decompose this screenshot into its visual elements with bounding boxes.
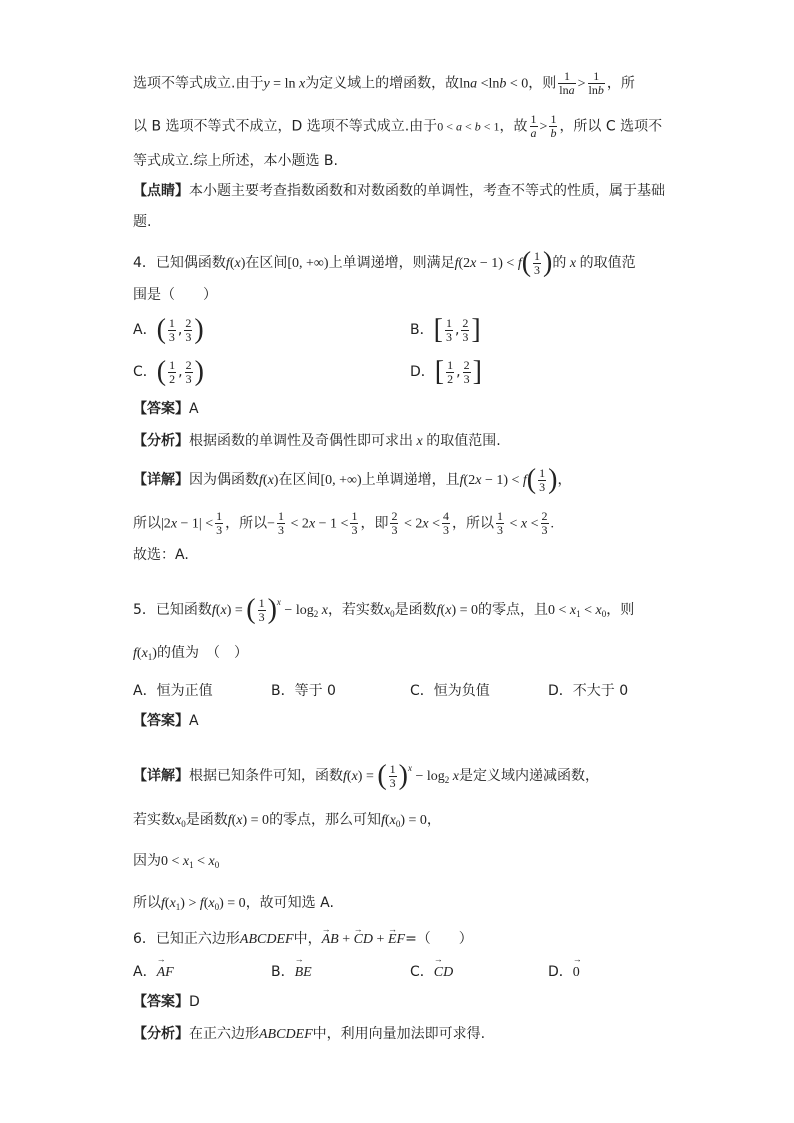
text: 的 xyxy=(552,255,567,271)
text: 的零点，那么可知 xyxy=(269,812,382,828)
text-line: 选项不等式成立.由于y = ln x为定义域上的增函数，故lna <lnb < 0，则 $\frac{1}{\ln a}$ > $\frac{1}{\ln b}$ ，所 xyxy=(133,69,635,97)
text: 本小题主要考查指数函数和对数函数的单调性，考查不等式的性质，属于基础 xyxy=(189,183,665,199)
text: 上单调递增，且 xyxy=(361,472,460,488)
question-4: 4．已知偶函数f(x)在区间[0, +∞)上单调递增，则满足f(2x − 1) < f( $\frac{1}{3}$ )的 x 的取值范 xyxy=(133,247,636,278)
text: =（ ） xyxy=(405,931,473,947)
text: ，则 xyxy=(528,75,557,92)
text: ，所以 C 选项不 xyxy=(559,118,663,135)
detail-line: 因为$0 < x_1 < x_0$ xyxy=(133,853,220,870)
tag-label: 【详解】 xyxy=(133,768,189,784)
text: 因为 xyxy=(133,853,161,869)
detail-line: 【详解】根据已知条件可知，函数f(x) = ( $\frac{1}{3}$ )$^x - \log_2 x$是定义域内递减函数， xyxy=(133,760,600,791)
text: 所以 xyxy=(133,895,161,911)
text: 是函数 xyxy=(185,812,228,828)
analysis-line: 【分析】在正六边形ABCDEF中，利用向量加法即可求得. xyxy=(133,1026,486,1042)
text: 为定义域上的增函数，故 xyxy=(305,75,460,92)
text: 上单调递增，则满足 xyxy=(328,255,455,271)
answer-line xyxy=(133,992,200,1012)
option-a[interactable]: A．( $\frac{1}{3}$ , $\frac{2}{3}$ ) xyxy=(133,314,204,345)
text: 的取值范围. xyxy=(426,433,501,449)
text-line: 故选：A. xyxy=(133,547,189,563)
tag-label: 【点睛】 xyxy=(133,183,189,199)
text-line: $f(x_1)$的值为 （ ） xyxy=(133,645,248,662)
answer-value: A xyxy=(189,713,199,729)
answer-line xyxy=(133,399,199,419)
option-b[interactable]: B．[ $\frac{1}{3}$ , $\frac{2}{3}$ ] xyxy=(410,314,481,345)
detail-line: 所以$f(x_1) > f(x_0) = 0$，故可知选 A. xyxy=(133,895,334,912)
option-d[interactable]: D．[ $\frac{1}{2}$ , $\frac{2}{3}$ ] xyxy=(410,356,482,387)
text-line: 等式成立.综上所述，本小题选 B. xyxy=(133,153,338,169)
text: 的值为 （ ） xyxy=(156,645,248,661)
option-d[interactable]: D．→ 0 xyxy=(548,961,580,981)
text: 中， xyxy=(293,931,322,947)
option-b[interactable]: B．等于 0 xyxy=(271,683,336,699)
text: 在正六边形 xyxy=(189,1026,259,1042)
option-label: D． xyxy=(548,964,573,980)
detail-line: 所以|2x − 1| < $\frac{1}{3}$ ，所以− $\frac{1}{3}$ < 2x − 1 < $\frac{1}{3}$ ，即 $\frac{2}{3}$ < 2x < $\frac{4}{3}$ ，所以 $\frac{1}{3}$ < x < $\frac{2}{3}$ . xyxy=(133,509,555,537)
text: 根据函数的单调性及奇偶性即可求出 xyxy=(189,433,413,449)
detail-line: 若实数$x_0$是函数f(x) = 0的零点，那么可知$f(x_0) = 0$， xyxy=(133,812,441,829)
option-label: C． xyxy=(410,964,434,980)
text-line xyxy=(133,181,665,201)
text: ，若实数 xyxy=(327,602,384,618)
tag-label: 【详解】 xyxy=(133,472,189,488)
tag-label: 【答案】 xyxy=(133,713,189,729)
text: 6．已知正六边形 xyxy=(133,931,240,947)
option-d[interactable]: D．不大于 0 xyxy=(548,683,629,699)
text: 是函数 xyxy=(394,602,437,618)
text: 根据已知条件可知，函数 xyxy=(189,768,343,784)
text-line: 围是（ ） xyxy=(133,287,217,303)
text: 在区间 xyxy=(245,255,288,271)
question-5: 5．已知函数f(x) = ( $\frac{1}{3}$ )$^x - \log_2 x$，若实数$x_0$是函数f(x) = 0的零点，且$0 < x_1 < x_0$，则 xyxy=(133,594,635,625)
text: 所以 xyxy=(133,515,161,532)
option-label: B． xyxy=(271,964,295,980)
text: ，则 xyxy=(606,602,635,618)
text: 是定义域内递减函数， xyxy=(459,768,600,784)
text: 在区间 xyxy=(278,472,321,488)
text-line: 以 B 选项不等式不成立，D 选项不等式成立.由于0 < a < b < 1，故 $\frac{1}{a}$ > $\frac{1}{b}$ ，所以 C 选项不 xyxy=(133,112,663,140)
text: 中，利用向量加法即可求得. xyxy=(312,1026,486,1042)
answer-line xyxy=(133,711,199,731)
answer-value: A xyxy=(189,401,199,417)
option-b[interactable]: B．→ BE xyxy=(271,961,312,981)
answer-value: D xyxy=(189,994,200,1010)
tag-label: 【分析】 xyxy=(133,433,189,449)
text: ，所 xyxy=(606,75,635,92)
option-a[interactable]: A．→ AF xyxy=(133,961,174,981)
text: ，故可知选 A. xyxy=(245,895,334,911)
text: 以 B 选项不等式不成立，D 选项不等式成立.由于 xyxy=(133,118,438,135)
text: 的取值范 xyxy=(579,255,636,271)
option-c[interactable]: C．恒为负值 xyxy=(410,683,490,699)
text: ，故 xyxy=(499,118,528,135)
text: ，即 xyxy=(360,515,389,532)
option-label: A． xyxy=(133,964,157,980)
text: ，所以 xyxy=(225,515,268,532)
text: 若实数 xyxy=(133,812,175,828)
text: 5．已知函数 xyxy=(133,602,212,618)
option-c[interactable]: C．( $\frac{1}{2}$ , $\frac{2}{3}$ ) xyxy=(133,356,204,387)
text: 4．已知偶函数 xyxy=(133,255,226,271)
text: 的零点，且 xyxy=(478,602,548,618)
tag-label: 【分析】 xyxy=(133,1026,189,1042)
option-c[interactable]: C．→ CD xyxy=(410,961,453,981)
option-a[interactable]: A．恒为正值 xyxy=(133,683,213,699)
text: 因为偶函数 xyxy=(189,472,259,488)
tag-label: 【答案】 xyxy=(133,401,189,417)
question-6: 6．已知正六边形ABCDEF中，→ AB + → CD + → EF=（ ） xyxy=(133,929,473,950)
detail-line: 【详解】因为偶函数f(x)在区间[0, +∞)上单调递增，且f(2x − 1) < f( $\frac{1}{3}$ )， xyxy=(133,464,572,495)
tag-label: 【答案】 xyxy=(133,994,189,1010)
text: 选项不等式成立.由于 xyxy=(133,75,264,92)
analysis-line: 【分析】根据函数的单调性及奇偶性即可求出 x 的取值范围. xyxy=(133,433,501,449)
text-line: 题. xyxy=(133,214,152,230)
text: ，所以 xyxy=(451,515,494,532)
